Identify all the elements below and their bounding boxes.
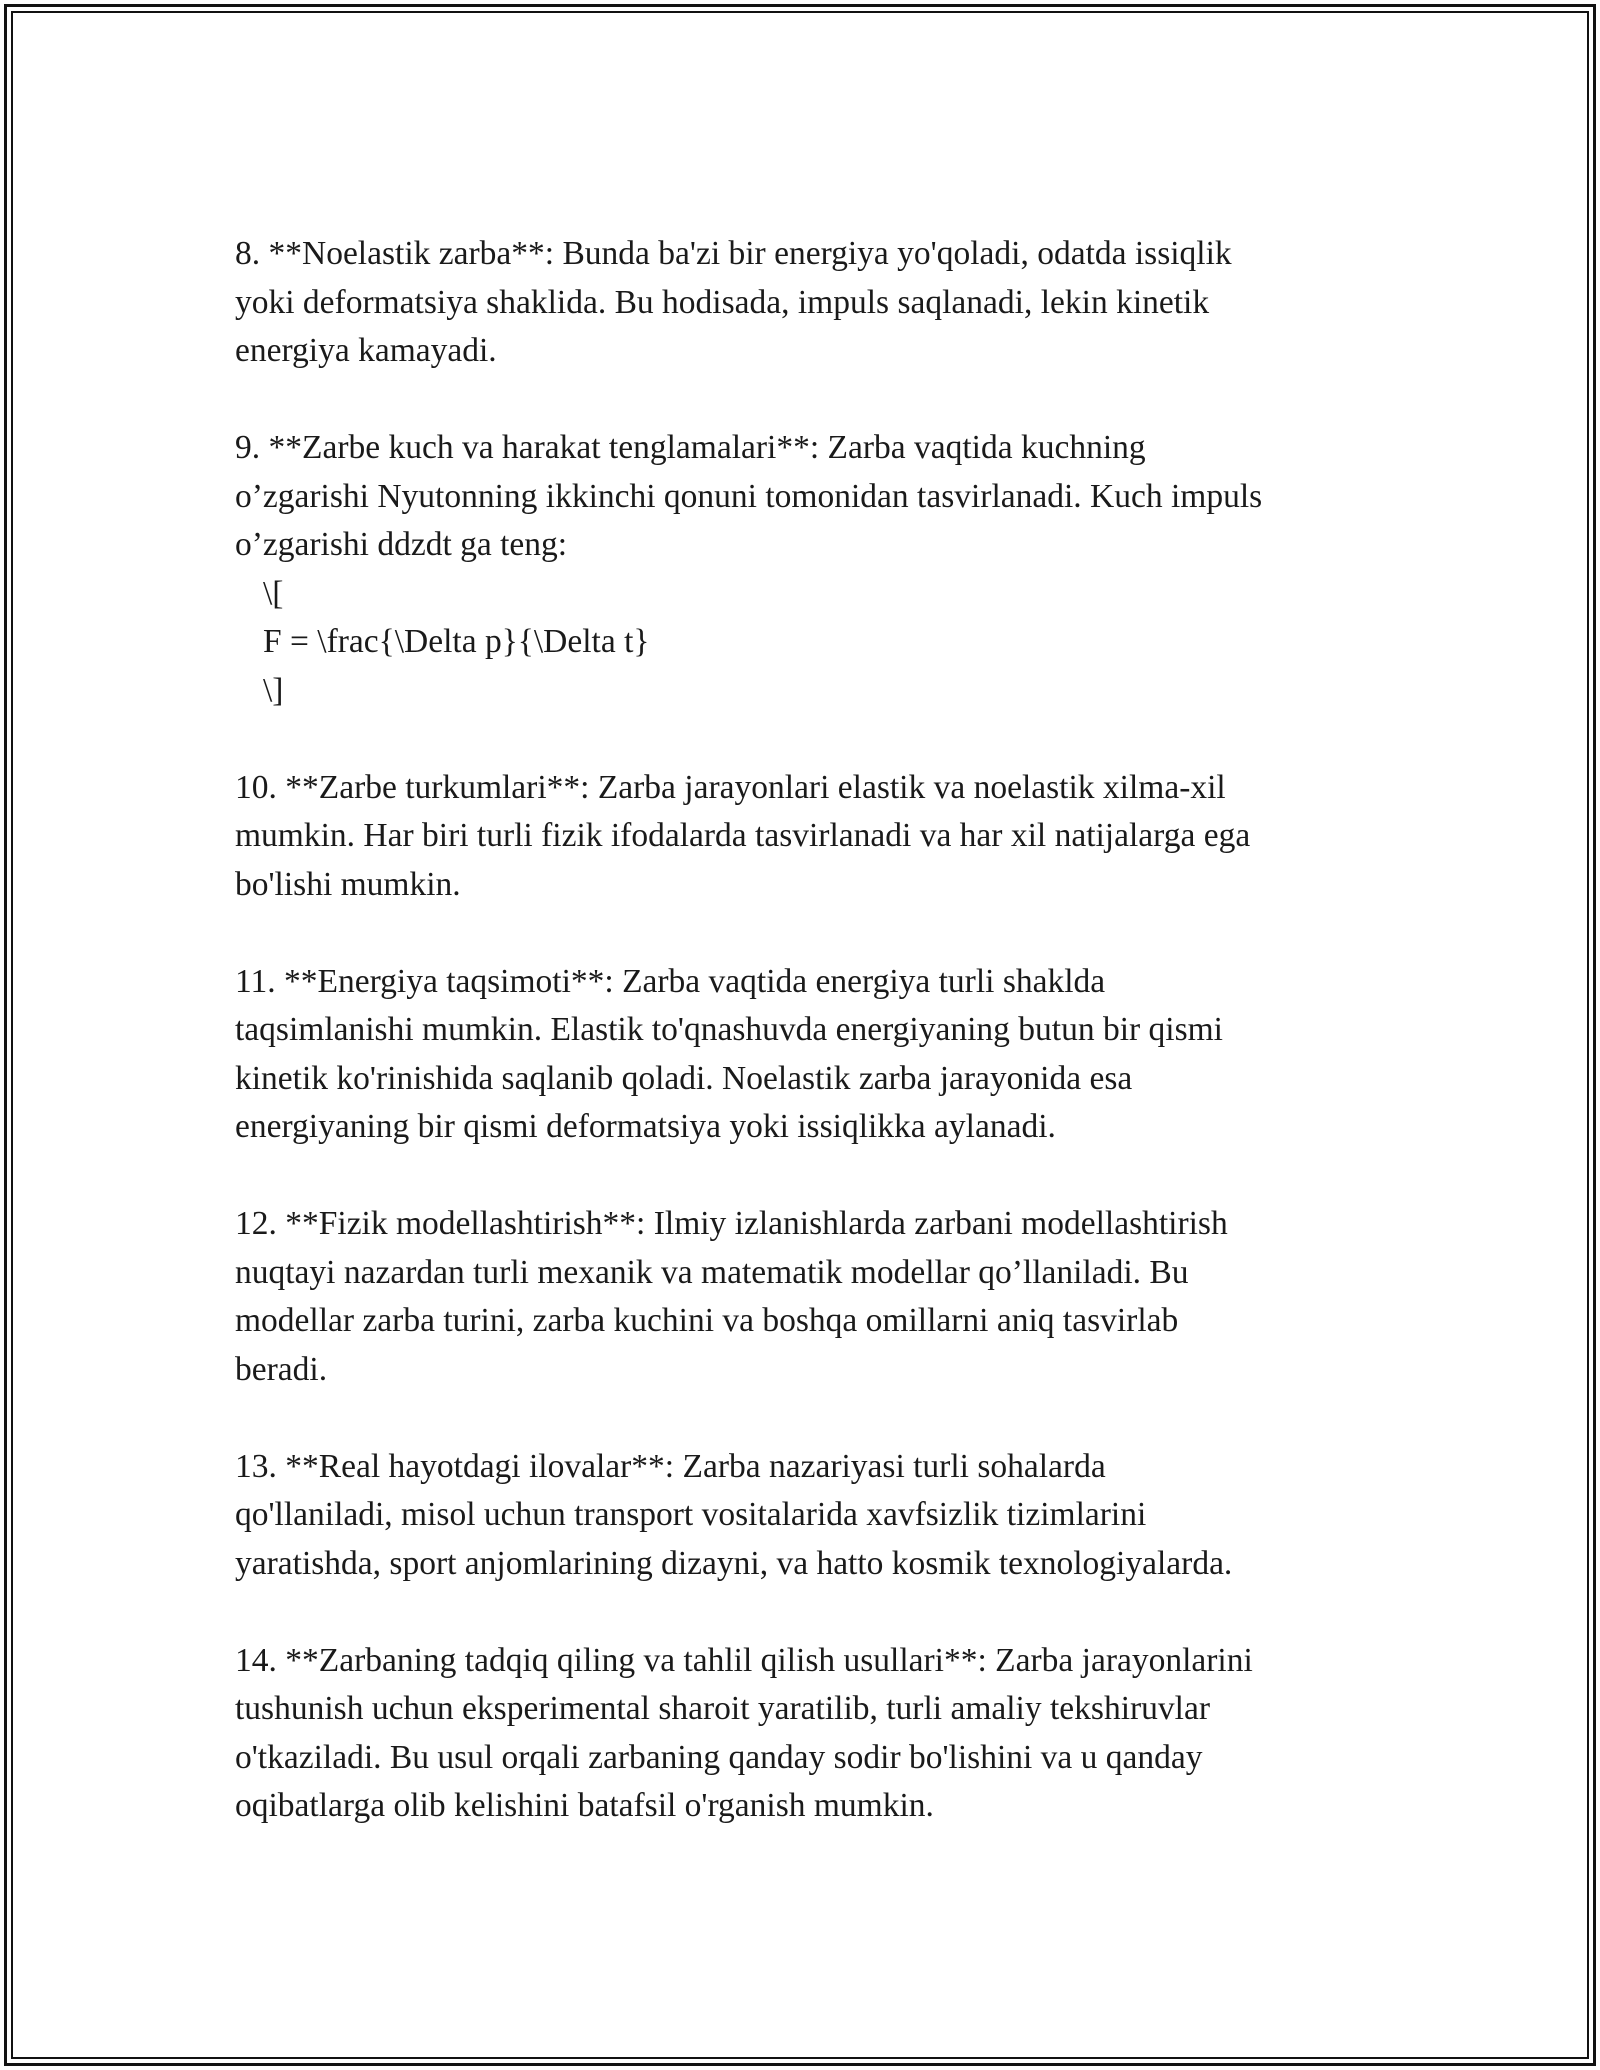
text-line: yoki deformatsiya shaklida. Bu hodisada, impuls saqlanadi, lekin kinetik: [235, 283, 1210, 321]
text-line: o’zgarishi Nyutonning ikkinchi qonuni tomonidan tasvirlanadi. Kuch impuls: [235, 477, 1263, 515]
text-line: mumkin. Har biri turli fizik ifodalarda tasvirlanadi va har xil natijalarga ega: [235, 817, 1251, 854]
paragraph-12: [235, 1200, 1395, 1394]
text-line: 14. **Zarbaning tadqiq qiling va tahlil qilish usullari**: Zarba jarayonlarini: [235, 1641, 1253, 1679]
text-line: modellar zarba turini, zarba kuchini va boshqa omillarni aniq tasvirlab: [235, 1302, 1179, 1339]
text-line: o'tkaziladi. Bu usul orqali zarbaning qanday sodir bo'lishini va u qanday: [235, 1738, 1203, 1776]
paragraph-10: [235, 764, 1395, 910]
text-line: energiya kamayadi.: [235, 332, 497, 369]
text-line: bo'lishi mumkin.: [235, 865, 461, 903]
text-line: 9. **Zarbe kuch va harakat tenglamalari**: Zarba vaqtida kuchning: [235, 429, 1146, 466]
text-line: tushunish uchun eksperimental sharoit yaratilib, turli amaliy tekshiruvlar: [235, 1690, 1211, 1727]
text-line: 10. **Zarbe turkumlari**: Zarba jarayonlari elastik va noelastik xilma-xil: [235, 768, 1226, 806]
text-line: beradi.: [235, 1350, 328, 1388]
document-body: [235, 230, 1395, 1879]
text-line: oqibatlarga olib kelishini batafsil o'rganish mumkin.: [235, 1787, 934, 1824]
paragraph-8: [235, 230, 1395, 376]
text-line: 11. **Energiya taqsimoti**: Zarba vaqtida energiya turli shaklda: [235, 962, 1106, 1000]
formula-close: \]: [263, 671, 284, 709]
paragraph-9: [235, 424, 1395, 715]
paragraph-13: [235, 1443, 1395, 1589]
text-line: taqsimlanishi mumkin. Elastik to'qnashuvda energiyaning butun bir qismi: [235, 1011, 1223, 1048]
text-line: 12. **Fizik modellashtirish**: Ilmiy izlanishlarda zarbani modellashtirish: [235, 1205, 1228, 1242]
formula-open: \[: [263, 574, 284, 612]
text-line: 13. **Real hayotdagi ilovalar**: Zarba nazariyasi turli sohalarda: [235, 1447, 1106, 1485]
text-line: nuqtayi nazardan turli mexanik va matematik modellar qo’llaniladi. Bu: [235, 1253, 1189, 1291]
text-line: yaratishda, sport anjomlarining dizayni, va hatto kosmik texnologiyalarda.: [235, 1544, 1233, 1582]
text-line: qo'llaniladi, misol uchun transport vositalarida xavfsizlik tizimlarini: [235, 1496, 1147, 1533]
formula-expression: F = \frac{\Delta p}{\Delta t}: [263, 623, 650, 660]
text-line: energiyaning bir qismi deformatsiya yoki issiqlikka aylanadi.: [235, 1108, 1056, 1145]
text-line: kinetik ko'rinishida saqlanib qoladi. Noelastik zarba jarayonida esa: [235, 1059, 1133, 1097]
text-line: 8. **Noelastik zarba**: Bunda ba'zi bir energiya yo'qoladi, odatda issiqlik: [235, 235, 1232, 272]
paragraph-11: [235, 958, 1395, 1152]
paragraph-14: [235, 1637, 1395, 1831]
text-line: o’zgarishi ddzdt ga teng:: [235, 526, 568, 563]
